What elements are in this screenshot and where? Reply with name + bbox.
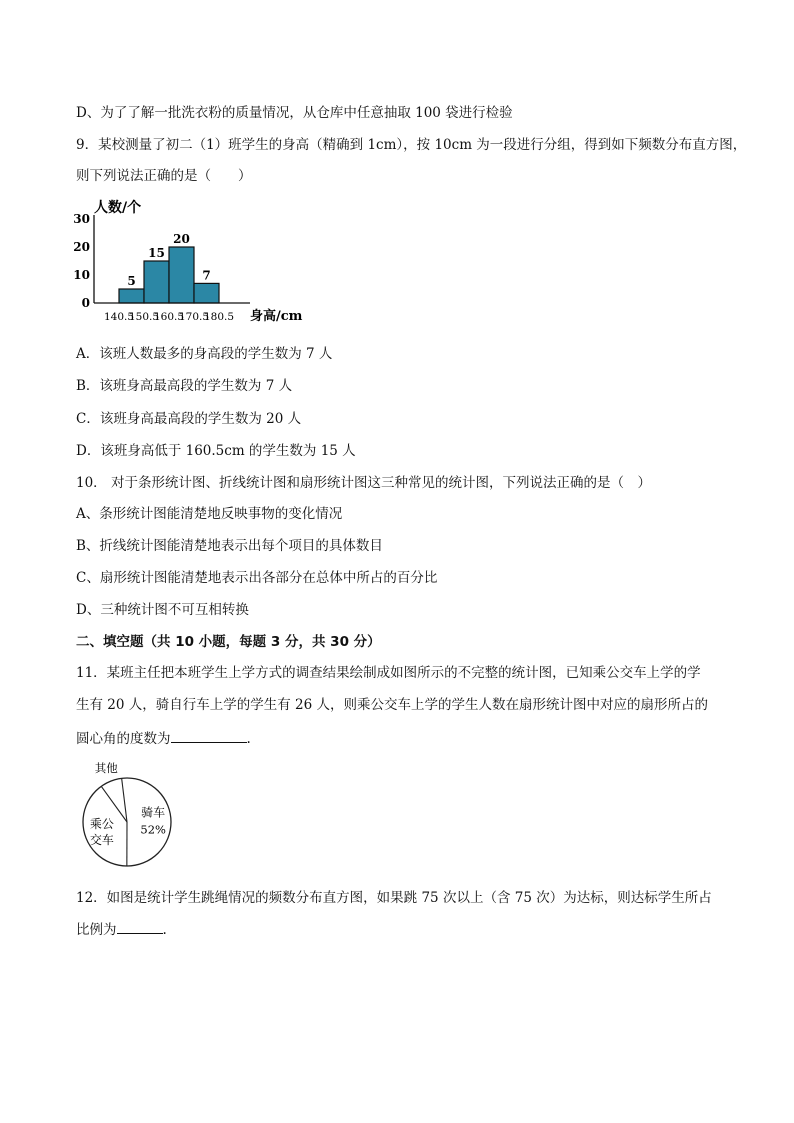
q12-answer-blank[interactable] bbox=[117, 919, 163, 934]
q11-line2: 生有 20 人，骑自行车上学的学生有 26 人，则乘公交车上学的学生人数在扇形统计图中对应的扇形所占的 bbox=[76, 697, 709, 713]
q8-option-d: D、为了了解一批洗衣粉的质量情况，从仓库中任意抽取 100 袋进行检验 bbox=[76, 105, 513, 121]
q11-line1: 11．某班主任把本班学生上学方式的调查结果绘制成如图所示的不完整的统计图，已知乘公交车上学的学 bbox=[76, 665, 701, 681]
q10-stem: 10． 对于条形统计图、折线统计图和扇形统计图这三种常见的统计图，下列说法正确的是（ ） bbox=[76, 475, 651, 491]
histogram-ytick-label: 30 bbox=[73, 212, 90, 226]
histogram-bar bbox=[169, 247, 194, 303]
q11-line3-suffix: . bbox=[246, 731, 251, 747]
q11-answer-blank[interactable] bbox=[171, 728, 247, 743]
q12-line2-suffix: . bbox=[162, 922, 167, 938]
q9-stem-line1: 9．某校测量了初二（1）班学生的身高（精确到 1cm），按 10cm 为一段进行分组，得到如下频数分布直方图， bbox=[76, 137, 747, 153]
histogram-xtick-label: 180.5 bbox=[203, 311, 235, 323]
histogram-bar bbox=[144, 261, 169, 303]
q9-stem-line2: 则下列说法正确的是（ ） bbox=[76, 168, 252, 184]
histogram-xlabel: 身高/cm bbox=[250, 309, 303, 324]
q10-option-a: A、条形统计图能清楚地反映事物的变化情况 bbox=[76, 506, 343, 522]
pie-label-other: 其他 bbox=[94, 761, 118, 775]
q9-option-b: B．该班身高最高段的学生数为 7 人 bbox=[76, 378, 293, 394]
section-title: 二、填空题（共 10 小题，每题 3 分，共 30 分） bbox=[76, 634, 381, 650]
q10-option-c: C、扇形统计图能清楚地表示出各部分在总体中所占的百分比 bbox=[76, 570, 438, 586]
histogram-xtick-label: 140.5 bbox=[103, 311, 135, 323]
histogram-xtick-label: 170.5 bbox=[178, 311, 210, 323]
pie-label-bus: 乘公 bbox=[89, 817, 114, 832]
q9-option-d: D．该班身高低于 160.5cm 的学生数为 15 人 bbox=[76, 443, 356, 459]
histogram-bar bbox=[194, 283, 219, 303]
histogram-ytick-label: 20 bbox=[73, 240, 90, 254]
histogram-bar bbox=[119, 289, 144, 303]
histogram-data-label: 5 bbox=[127, 274, 136, 288]
q10-option-d: D、三种统计图不可互相转换 bbox=[76, 602, 249, 618]
q11-line3-prefix: 圆心角的度数为 bbox=[76, 731, 171, 747]
q11-line3 bbox=[76, 728, 726, 749]
transport-pie-chart bbox=[70, 760, 190, 872]
pie-label-bike: 骑车 bbox=[141, 805, 166, 820]
q12-line2-prefix: 比例为 bbox=[76, 922, 117, 938]
pie-label-bus: 交车 bbox=[89, 833, 114, 848]
histogram-ylabel: 人数/个 bbox=[94, 200, 142, 216]
histogram-data-label: 20 bbox=[173, 232, 190, 246]
q10-option-b: B、折线统计图能清楚地表示出每个项目的具体数目 bbox=[76, 538, 383, 554]
histogram-ytick-label: 10 bbox=[73, 268, 90, 282]
histogram-xtick-label: 150.5 bbox=[128, 311, 160, 323]
histogram-data-label: 7 bbox=[202, 268, 211, 283]
q9-option-c: C．该班身高最高段的学生数为 20 人 bbox=[76, 411, 302, 427]
q12-line2 bbox=[76, 919, 726, 940]
q12-line1: 12．如图是统计学生跳绳情况的频数分布直方图，如果跳 75 次以上（含 75 次）为达标，则达标学生所占 bbox=[76, 890, 712, 906]
height-histogram bbox=[60, 193, 310, 333]
histogram-data-label: 15 bbox=[148, 246, 165, 260]
histogram-ytick-label: 0 bbox=[81, 296, 90, 310]
q9-option-a: A．该班人数最多的身高段的学生数为 7 人 bbox=[76, 346, 333, 362]
histogram-xtick-label: 160.5 bbox=[153, 311, 185, 323]
pie-percent-bike: 52% bbox=[140, 822, 166, 837]
